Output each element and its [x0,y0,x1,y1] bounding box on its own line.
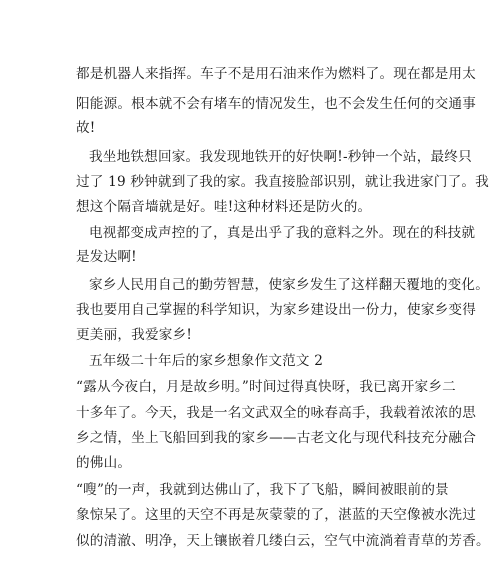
section-heading: 五年级二十年后的家乡想象作文范文 2 [89,353,324,369]
paragraph-first-line: 家乡人民用自己的勤劳智慧，使家乡发生了这样翻天覆地的变化。 [89,277,490,293]
paragraph-first-line: 电视都变成声控的了，真是出乎了我的意料之外。现在的科技就 [89,225,476,241]
text-line: 过了 19 秒钟就到了我的家。我直接脸部识别，就让我进家门了。我 [76,174,489,190]
text-line: 都是机器人来指挥。车子不是用石油来作为燃料了。现在都是用太 [76,66,477,82]
paragraph-first-line: “露从今夜白，月是故乡明。”时间过得真快呀，我已离开家乡二 [76,379,456,395]
text-line: 想这个隔音墙就是好。哇!这种材料还是防火的。 [76,199,372,215]
text-line: 乡之情，坐上飞船回到我的家乡——古老文化与现代科技充分融合 [76,430,477,446]
text-line: 象惊呆了。这里的天空不再是灰蒙蒙的了，湛蓝的天空像被水洗过 [76,507,477,523]
page-bottom-edge [0,556,500,566]
text-line: 我也要用自己掌握的科学知识，为家乡建设出一份力，使家乡变得 [76,302,477,318]
text-line: 阳能源。根本就不会有堵车的情况发生，也不会发生任何的交通事 [76,96,477,112]
text-line: 十多年了。今天，我是一名文武双全的咏春高手，我载着浓浓的思 [76,405,477,421]
text-line: 是发达啊! [76,249,137,265]
paragraph-first-line: “嗖”的一声，我就到达佛山了，我下了飞船，瞬间被眼前的景 [76,482,449,498]
paragraph-first-line: 我坐地铁想回家。我发现地铁开的好快啊!-秒钟一个站，最终只 [89,149,472,165]
text-line: 更美丽，我爱家乡! [76,327,193,343]
text-line: 故! [76,120,96,136]
text-line: 的佛山。 [76,455,132,471]
text-line: 似的清澈、明净，天上镶嵌着几缕白云，空气中流淌着青草的芳香。 [76,533,490,549]
